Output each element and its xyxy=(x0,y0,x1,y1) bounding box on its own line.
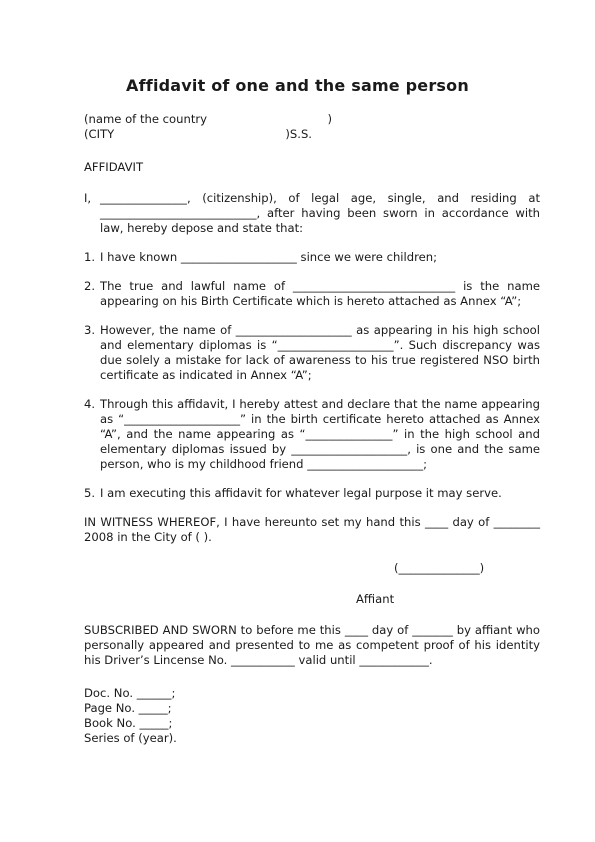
doc-number: Doc. No. ______; xyxy=(84,686,176,700)
item-text: I have known ____________________ since we were children; xyxy=(100,250,437,264)
notary-doc-info xyxy=(84,686,540,746)
country-label: (name of the country xyxy=(84,112,207,126)
item-number: 5. xyxy=(84,486,96,500)
page-number: Page No. _____; xyxy=(84,701,172,715)
statement-item-4 xyxy=(84,397,540,472)
book-number: Book No. _____; xyxy=(84,716,173,730)
item-number: 2. xyxy=(84,279,96,293)
city-label: (CITY xyxy=(84,127,115,141)
series-year: Series of (year). xyxy=(84,731,177,745)
item-number: 1. xyxy=(84,250,96,264)
intro-lead: I, xyxy=(84,191,92,205)
intro-paragraph xyxy=(84,191,540,236)
item-text: The true and lawful name of ____________________________ is the name appearing on his Birth Certificate which is hereto attached as Annex “A”; xyxy=(100,279,540,308)
document-title: Affidavit of one and the same person xyxy=(126,76,469,95)
affidavit-heading: AFFIDAVIT xyxy=(84,160,144,174)
item-text: However, the name of ____________________ as appearing in his high school and elementary diplomas is “____________________”. Such discrepancy was due solely a mistake for lack of awareness to his true registered NSO birth certificate as indicated in Annex “A”; xyxy=(100,323,540,382)
signature-line: (______________) xyxy=(394,561,485,575)
intro-text: _______________, (citizenship), of legal age, single, and residing at ___________________________, after having been sworn in accordance with law, hereby depose and state that: xyxy=(100,191,540,235)
venue-country-line xyxy=(84,112,332,127)
statement-item-3 xyxy=(84,323,540,383)
subscribed-paragraph: SUBSCRIBED AND SWORN to before me this ____ day of _______ by affiant who personally appeared and presented to me as competent proof of his identity his Driver’s Lincense No. ___________ valid until ____________. xyxy=(84,623,540,667)
item-number: 3. xyxy=(84,323,96,337)
statement-item-5 xyxy=(84,486,540,501)
venue-city-line xyxy=(84,127,312,142)
item-text: Through this affidavit, I hereby attest and declare that the name appearing as “____________________” in the birth certificate hereto attached as Annex “A”, and the name appearing as “_______________” in the high school and elementary diplomas issued by ____________________, is one and the same person, who is my childhood friend ____________________; xyxy=(100,397,540,471)
document-body xyxy=(84,112,540,746)
item-number: 4. xyxy=(84,397,96,411)
statement-item-2 xyxy=(84,279,540,309)
statement-item-1 xyxy=(84,250,540,265)
witness-paragraph: IN WITNESS WHEREOF, I have hereunto set my hand this ____ day of ________ 2008 in the City of ( ). xyxy=(84,515,540,544)
affiant-label: Affiant xyxy=(356,592,395,606)
country-close: ) xyxy=(327,112,332,126)
city-suffix: )S.S. xyxy=(285,127,312,141)
item-text: I am executing this affidavit for whatever legal purpose it may serve. xyxy=(100,486,502,500)
